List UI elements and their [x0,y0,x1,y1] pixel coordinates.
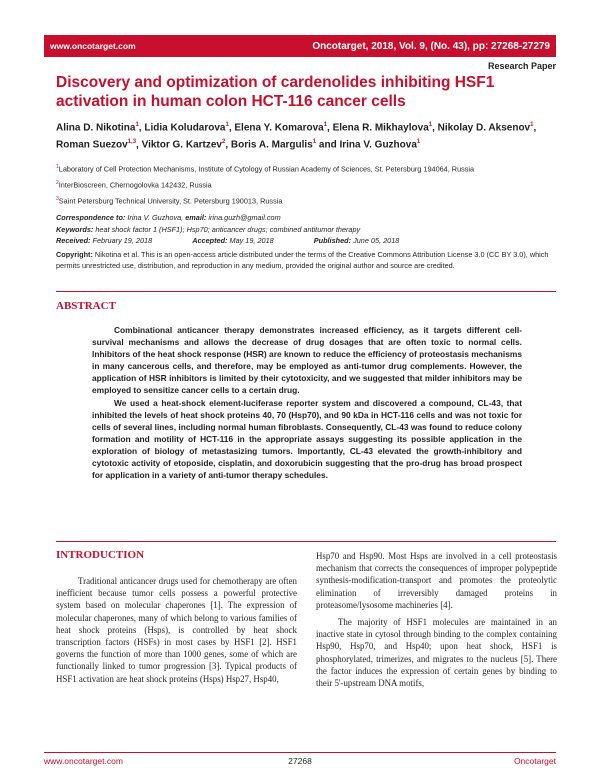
page-number: 27268 [288,756,312,766]
affiliation-text: Laboratory of Cell Protection Mechanisms, Institute of Cytology of Russian Academy of Sciences, St. Petersburg 194064, Russia [58,164,475,174]
footer-website-link[interactable]: www.oncotarget.com [44,756,123,766]
author-affiliation-marker: 1 [428,122,433,128]
author-separator: , [136,139,142,151]
correspondence-label: Correspondence to: [56,213,126,222]
author-separator: , [533,122,537,134]
author-separator: , [138,122,145,134]
author-separator: , [225,139,231,151]
abstract-paragraph: Combinational anticancer therapy demonstrates increased efficiency, as it targets different cell-survival mechanisms and allows the decrease of drug dosages that are often toxic to normal cells. Inhibitors of the heat shock response (HSR) are known to reduce the efficiency of proteostasis mechanisms in many cancerous cells, and therefore, may be employed as anti-tumor drug complements. However, the application of HSR inhibitors is limited by their cytotoxicity, and we suggested that milder inhibitors may be employed to sensitize cancer cells to a certain drug. [92,325,522,396]
email-label: email: [185,213,207,222]
author-affiliation-marker: 1 [416,139,421,146]
keywords-text: heat shock factor 1 (HSF1); Hsp70; anticancer drugs; combined antitumor therapy [95,224,361,234]
affiliation-item [56,194,556,207]
author-affiliation-marker: 2 [222,139,226,146]
section-divider [56,541,556,542]
author-name: Elena R. Mikhaylova [332,122,429,134]
author-name: Lidia Koludarova [144,122,226,134]
body-paragraph: Traditional anticancer drugs used for chemotherapy are often inefficient because tumor cells possess a powerful protective system based on molecular chaperones [1]. The expression of molecular chaperones, many of which belong to various families of heat shock proteins (Hsps), is controlled by heat shock transcription factors (HSFs) in most cases by HSF1 [2]. HSF1 governs the function of more than 1000 genes, some of which are functionally linked to tumor progression [3]. Typical products of HSF1 activation are heat shock proteins (Hsps) Hsp27, Hsp40, [56,576,297,684]
footer-journal-name: Oncotarget [513,756,556,766]
affiliation-item [56,162,556,175]
introduction-heading: INTRODUCTION [56,549,145,561]
body-paragraph: The majority of HSF1 molecules are maintained in an inactive state in cytosol through binding to the complex containing Hsp90, Hsp70, and Hsp40; upon heat shock, HSF1 is phosphorylated, trimerizes, and migrates to the nucleus [5]. There the factor induces the expression of certain genes by binding to their 5'-upstream DNA motifs, [316,617,557,689]
abstract-body [92,324,522,481]
published-label: Published: [313,236,352,245]
correspondence-email[interactable]: irina.guzh@gmail.com [208,213,281,222]
accepted-date: May 19, 2018 [229,236,274,245]
affiliation-number: 3 [56,195,59,202]
author-separator: , [228,122,235,134]
author-name: Nikolay D. Aksenov [437,122,531,134]
author-list [56,118,556,153]
keywords-line [56,225,556,236]
dates-line [56,236,556,247]
body-column-right [316,550,557,694]
author-affiliation-marker: 1 [530,122,534,128]
copyright-label: Copyright: [56,249,93,259]
author-name: Elena Y. Komarova [234,122,324,134]
body-column-left [56,575,297,690]
correspondence-line [56,213,556,224]
body-paragraph: Hsp70 and Hsp90. Most Hsps are involved in a cell proteostasis mechanism that corrects the consequences of improper polypeptide synthesis-modification-transport and promotes the proteolytic elimination of irreversibly damaged proteins in proteasome/lysosome machineries [4]. [316,551,557,610]
abstract-heading: ABSTRACT [56,300,116,312]
affiliation-item [56,178,556,191]
author-name: Alina D. Nikotina [56,122,136,134]
author-separator: and [316,139,340,151]
author-name: Viktor G. Kartzev [141,139,222,151]
author-affiliation-marker: 1,3 [127,139,137,146]
affiliation-text: Saint Petersburg Technical University, St. Petersburg 190013, Russia [58,196,283,206]
section-divider [56,291,556,292]
footer-divider [44,752,556,753]
author-affiliation-marker: 1 [225,122,229,128]
copyright-line [56,249,556,271]
abstract-paragraph: We used a heat-shock element-luciferase reporter system and discovered a compound, CL-43, that inhibited the levels of heat shock proteins 40, 70 (Hsp70), and 90 kDa in HCT-116 cells and was not toxic for cells of several lines, including normal human fibroblasts. Consequently, CL-43 was found to reduce colony formation and motility of HCT-116 in the appropriate assays suggesting its possible application in the exploration of biology of metastasizing tumors. Importantly, CL-43 elevated the growth-inhibitory and cytotoxic activity of etoposide, cisplatin, and doxorubicin suggesting that the pro-drug has broad prospect for application in a variety of anti-tumor therapy schedules. [92,397,522,481]
author-name: Boris A. Margulis [230,139,313,151]
article-metadata [56,213,556,272]
received-date: February 19, 2018 [92,236,153,245]
affiliation-number: 1 [56,164,59,170]
article-type-label: Research Paper [487,61,556,71]
affiliation-text: InterBioscreen, Chernogolovka 142432, Russia [58,180,212,190]
received-label: Received: [56,236,91,245]
author-affiliation-marker: 1 [312,139,317,146]
keywords-label: Keywords: [56,224,94,234]
journal-website-link[interactable]: www.oncotarget.com [50,41,136,51]
author-separator: , [432,122,438,134]
correspondence-name: Irina V. Guzhova, [127,213,184,222]
affiliation-list [56,162,556,210]
journal-header-bar [44,35,556,57]
article-title: Discovery and optimization of cardenolides inhibiting HSF1 activation in human colon HCT-116 cancer cells [56,74,495,110]
author-affiliation-marker: 1 [135,122,139,128]
published-date: June 05, 2018 [353,236,400,245]
journal-citation: Oncotarget, 2018, Vol. 9, (No. 43), pp: 27268-27279 [312,40,550,52]
author-separator: , [327,122,333,134]
affiliation-number: 2 [56,179,59,186]
author-affiliation-marker: 1 [323,122,328,128]
author-name: Roman Suezov [56,139,128,151]
copyright-text: Nikotina et al. This is an open-access article distributed under the terms of the Creative Commons Attribution License 3.0 (CC BY 3.0), which permits unrestricted use, distribution, and reproduction in any medium, provided the original author and source are credited. [56,249,549,270]
author-name: Irina V. Guzhova [339,139,417,151]
accepted-label: Accepted: [192,236,228,245]
